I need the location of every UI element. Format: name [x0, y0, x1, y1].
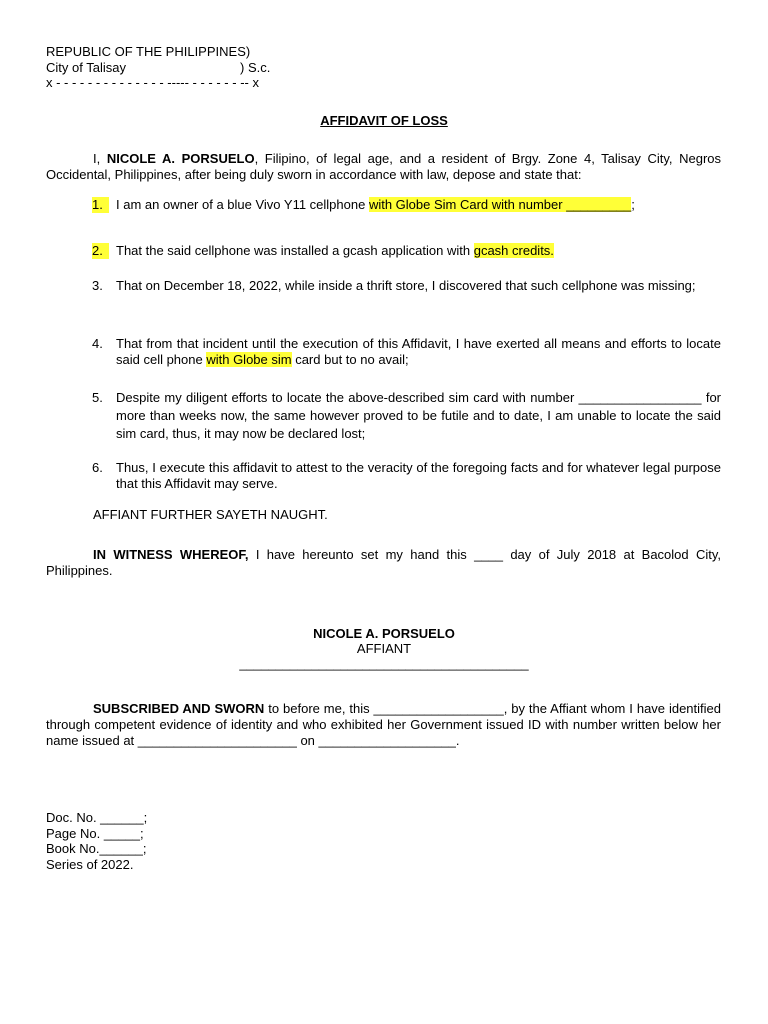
- list-item: [92, 243, 721, 259]
- jurat-rest: to before me, this __________________, by the Affiant whom I have identified through competent evidence of identity and who exhibited her Government issued ID with number written below her name issued at ______________________ on ___________________.: [46, 701, 721, 748]
- further-text: AFFIANT FURTHER SAYETH NAUGHT.: [93, 507, 328, 522]
- item-text: That the said cellphone was installed a gcash application with: [116, 243, 474, 258]
- item-text: That on December 18, 2022, while inside a thrift store, I discovered that such cellphone was missing;: [116, 278, 696, 293]
- item-number: 3.: [92, 278, 103, 293]
- list-item: [92, 389, 721, 443]
- item-highlight: gcash credits.: [473, 243, 554, 258]
- item-number: 4.: [92, 336, 103, 351]
- list-item: [92, 278, 721, 294]
- list-item: [92, 460, 721, 492]
- jurat-bold: SUBSCRIBED AND SWORN: [93, 701, 265, 716]
- series: Series of 2022.: [46, 856, 134, 872]
- list-item: [92, 336, 721, 368]
- signature-line: ________________________________________: [239, 656, 529, 671]
- signatory-name: NICOLE A. PORSUELO: [313, 626, 455, 641]
- caption-line-city: [46, 59, 271, 76]
- caption-line-republic: REPUBLIC OF THE PHILIPPINES): [46, 44, 251, 59]
- page-no: Page No. _____;: [46, 825, 144, 841]
- notarial-register: [46, 810, 147, 872]
- list-item: [92, 197, 721, 213]
- item-text-end: ;: [631, 197, 635, 212]
- doc-no: Doc. No. ______;: [46, 810, 148, 825]
- caption-city: City of Talisay: [46, 59, 126, 75]
- case-caption: [46, 44, 271, 91]
- further-sayeth: [46, 507, 721, 523]
- intro-paragraph: [46, 151, 721, 183]
- item-text: Despite my diligent efforts to locate the above-described sim card with number _________________ for more than weeks now, the same however proved to be futile and to date, I am unable to locate the said sim card, thus, it may now be declared lost;: [116, 390, 721, 441]
- book-no: Book No.______;: [46, 841, 147, 856]
- item-number: 1.: [92, 197, 109, 213]
- jurat-paragraph: [46, 701, 721, 749]
- item-text: Thus, I execute this affidavit to attest to the veracity of the foregoing facts and for whatever legal purpose that this Affidavit may serve.: [116, 460, 721, 491]
- document-title: AFFIDAVIT OF LOSS: [320, 113, 448, 128]
- item-highlight: with Globe Sim Card with number _________: [368, 197, 632, 212]
- intro-rest: , Filipino, of legal age, and a resident of Brgy. Zone 4, Talisay City, Negros Occidental, Philippines, after being duly sworn in accordance with law, depose and state that:: [46, 151, 721, 182]
- item-text: I am an owner of a blue Vivo Y11 cellphone: [116, 197, 369, 212]
- caption-divider: x - - - - - - - - - - - - - - ----- - - - - - - -- x: [46, 75, 259, 90]
- item-number: 6.: [92, 460, 103, 475]
- item-number: 2.: [92, 243, 109, 259]
- item-number: 5.: [92, 390, 103, 405]
- caption-sc: ) S.c.: [240, 59, 271, 75]
- witness-paragraph: [46, 547, 721, 579]
- affiant-name-bold: NICOLE A. PORSUELO: [106, 151, 255, 166]
- witness-bold: IN WITNESS WHEREOF,: [93, 547, 249, 562]
- item-text: That from that incident until the execution of this Affidavit, I have exerted all means and efforts to locate said cell phone: [116, 336, 721, 367]
- signatory-role: AFFIANT: [356, 641, 412, 656]
- witness-rest: I have hereunto set my hand this ____ day of July 2018 at Bacolod City, Philippines.: [46, 547, 721, 578]
- item-highlight: with Globe sim: [206, 352, 292, 367]
- item-text-end: card but to no avail;: [291, 352, 409, 367]
- intro-pre: I,: [93, 151, 107, 166]
